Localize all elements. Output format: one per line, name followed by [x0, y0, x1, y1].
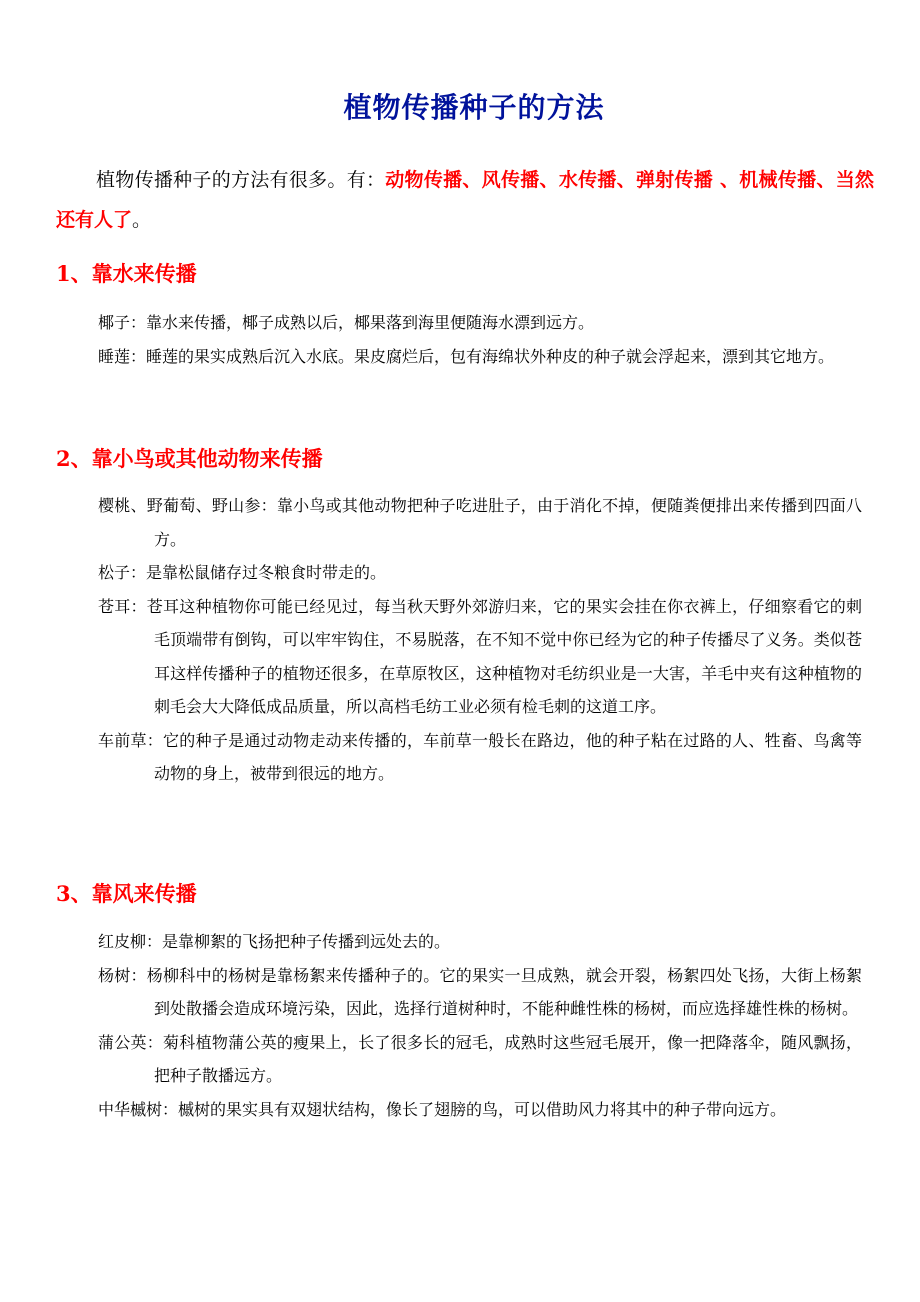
section-heading-animal: 2、靠小鸟或其他动物来传播	[56, 446, 323, 471]
intro-highlight: 动物传播、风传播、水传播、弹射传播 、机械传播、当然还有人了	[56, 169, 874, 231]
section-entries-animal	[98, 489, 862, 791]
entry-cherry: 樱桃、野葡萄、野山参：靠小鸟或其他动物把种子吃进肚子，由于消化不掉，便随粪便排出来传播到四面八方。	[98, 496, 862, 549]
intro-tail: 。	[132, 209, 152, 231]
intro-lead: 植物传播种子的方法有很多。有：	[96, 169, 386, 191]
page-title: 植物传播种子的方法	[343, 91, 605, 124]
entry-dandelion: 蒲公英：菊科植物蒲公英的瘦果上，长了很多长的冠毛，成熟时这些冠毛展开，像一把降落伞，随风飘扬，把种子散播远方。	[98, 1032, 862, 1085]
section-heading-wind: 3、靠风来传播	[56, 881, 197, 906]
section-entries-wind	[98, 925, 862, 1126]
entry-poplar: 杨树：杨柳科中的杨树是靠杨絮来传播种子的。它的果实一旦成熟，就会开裂，杨絮四处飞扬，大街上杨絮到处散播会造成环境污染，因此，选择行道树种时，不能种雌性株的杨树，而应选择雄性株的杨树。	[98, 965, 862, 1018]
entry-maple: 中华槭树：槭树的果实具有双翅状结构，像长了翅膀的鸟，可以借助风力将其中的种子带向远方。	[98, 1099, 787, 1119]
entry-coconut: 椰子：靠水来传播，椰子成熟以后，椰果落到海里便随海水漂到远方。	[98, 313, 595, 332]
entry-cocklebur: 苍耳：苍耳这种植物你可能已经见过，每当秋天野外郊游归来，它的果实会挂在你衣裤上，仔细察看它的刺毛顶端带有倒钩，可以牢牢钩住，不易脱落，在不知不觉中你已经为它的种子传播尽了义务。类似苍耳这样传播种子的植物还很多，在草原牧区，这种植物对毛纺织业是一大害，羊毛中夹有这种植物的刺毛会大大降低成品质量，所以高档毛纺工业必须有检毛刺的这道工序。	[98, 596, 862, 716]
intro-paragraph	[56, 160, 874, 240]
entry-plantain: 车前草：它的种子是通过动物走动来传播的，车前草一般长在路边，他的种子粘在过路的人、牲畜、鸟禽等动物的身上，被带到很远的地方。	[98, 730, 862, 783]
entry-red-willow: 红皮柳：是靠柳絮的飞扬把种子传播到远处去的。	[98, 932, 451, 951]
section-heading-water: 1、靠水来传播	[56, 261, 197, 286]
section-entries-water	[98, 306, 862, 373]
entry-pine-nut: 松子：是靠松鼠储存过冬粮食时带走的。	[98, 563, 387, 582]
entry-water-lily: 睡莲：睡莲的果实成熟后沉入水底。果皮腐烂后，包有海绵状外种皮的种子就会浮起来，漂到其它地方。	[98, 346, 835, 366]
